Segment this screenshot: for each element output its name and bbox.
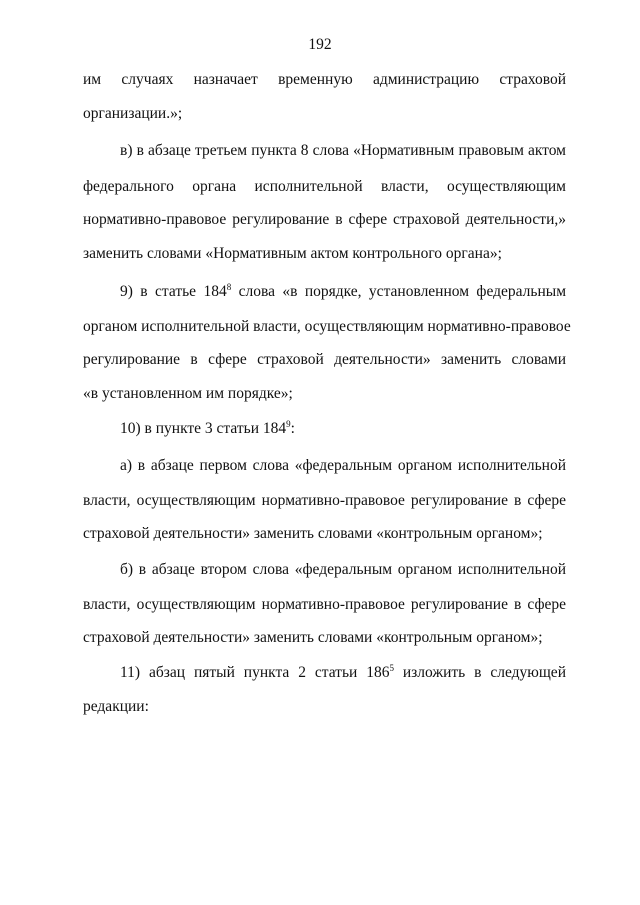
text-line: заменить словами «Нормативным актом контрольного органа»; — [83, 245, 502, 262]
text-line: б) в абзаце втором слова «федеральным органом исполнительной — [120, 561, 566, 578]
page-number: 192 — [308, 36, 332, 53]
text-line: органом исполнительной власти, осуществляющим нормативно-правовое — [83, 318, 571, 335]
text-segment: : — [290, 420, 295, 437]
text-line: регулирование в сфере страховой деятельности» заменить словами — [83, 351, 566, 368]
text-line: власти, осуществляющим нормативно-правовое регулирование в сфере — [83, 596, 566, 613]
text-line: нормативно-правовое регулирование в сфере страховой деятельности,» — [83, 211, 566, 228]
text-segment: 9) в статье 184 — [120, 283, 227, 300]
text-line — [120, 419, 566, 439]
text-segment: 10) в пункте 3 статьи 184 — [120, 420, 287, 437]
text-segment: слова «в порядке, установленном федеральным — [231, 283, 566, 300]
text-line: страховой деятельности» заменить словами «контрольным органом»; — [83, 525, 543, 542]
text-line: «в установленном им порядке»; — [83, 385, 293, 402]
text-line: им случаях назначает временную администрацию страховой — [83, 71, 566, 88]
text-line: организации.»; — [83, 105, 183, 122]
text-line: редакции: — [83, 698, 149, 715]
superscript: 8 — [226, 282, 232, 292]
text-segment: изложить в следующей — [393, 664, 566, 681]
text-line — [120, 663, 566, 683]
text-line: в) в абзаце третьем пункта 8 слова «Нормативным правовым актом — [120, 142, 566, 159]
text-line: федерального органа исполнительной власти, осуществляющим — [83, 178, 566, 195]
text-line: власти, осуществляющим нормативно-правовое регулирование в сфере — [83, 492, 566, 509]
text-line — [120, 282, 566, 302]
superscript: 5 — [389, 663, 394, 673]
text-line: а) в абзаце первом слова «федеральным органом исполнительной — [120, 457, 566, 474]
text-line: страховой деятельности» заменить словами «контрольным органом»; — [83, 629, 543, 646]
text-segment: 11) абзац пятый пункта 2 статьи 186 — [120, 664, 390, 681]
superscript: 9 — [286, 419, 291, 429]
